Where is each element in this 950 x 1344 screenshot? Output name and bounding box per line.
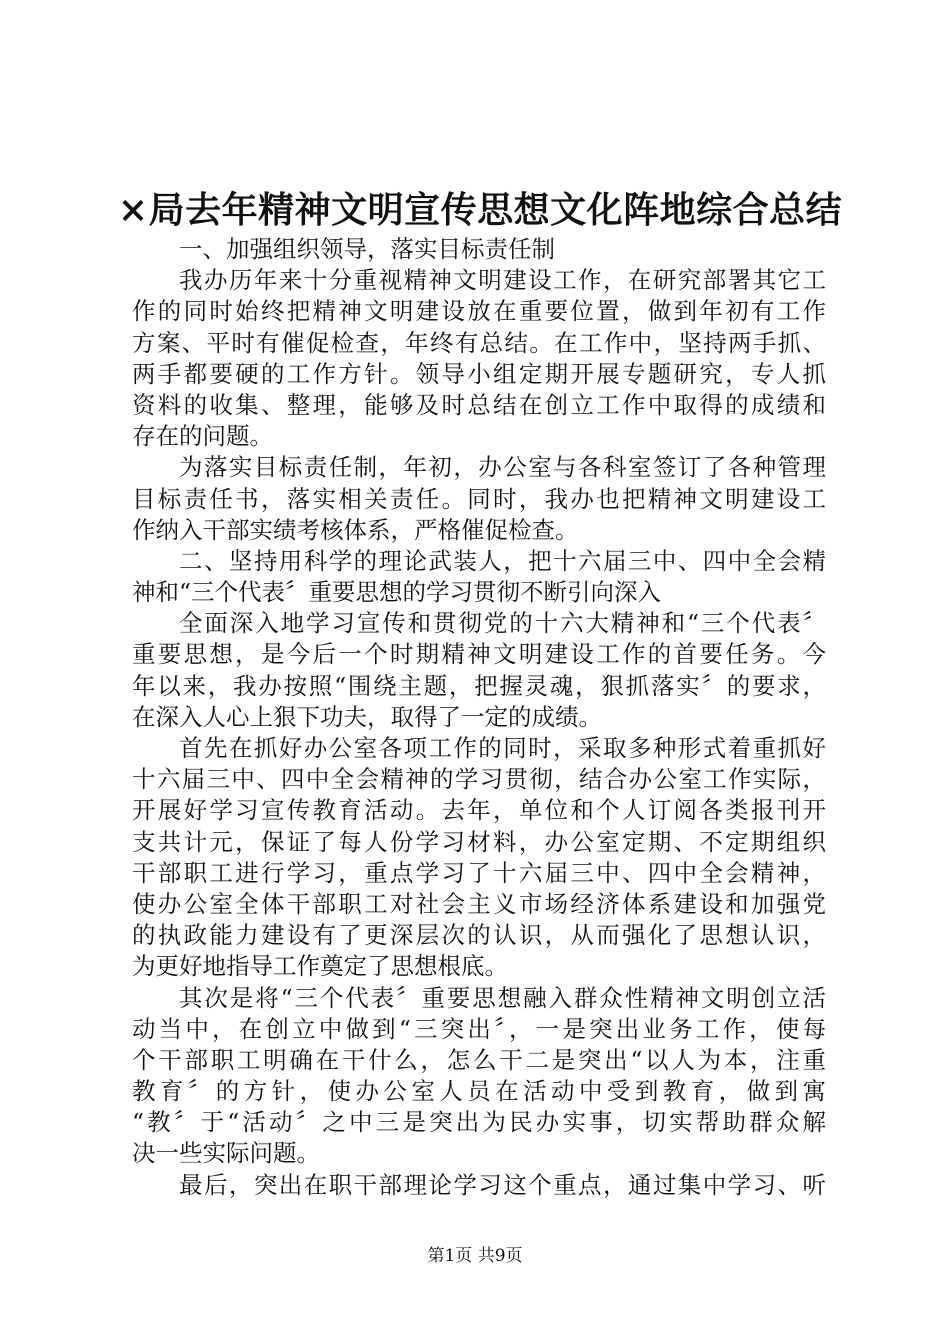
text-line: 作纳入干部实绩考核体系，严格催促检查。	[132, 515, 579, 544]
text-line: 教育〞的方针，使办公室人员在活动中受到教育，做到寓	[132, 1077, 826, 1106]
text-line: 开展好学习宣传教育活动。去年，单位和个人订阅各类报刊开	[132, 796, 826, 825]
text-line: “教〞于“活动〞之中三是突出为民办实事，切实帮助群众解	[132, 1108, 826, 1137]
document-body	[132, 234, 826, 1201]
text-line: 动当中，在创立中做到“三突出〞，一是突出业务工作，使每	[132, 1014, 826, 1043]
text-line: 的执政能力建设有了更深层次的认识，从而强化了思想认识，	[132, 921, 826, 950]
text-line: 资料的收集、整理，能够及时总结在创立工作中取得的成绩和	[132, 390, 826, 419]
text-line: 作的同时始终把精神文明建设放在重要位置，做到年初有工作	[132, 297, 826, 326]
text-line: 年以来，我办按照“围绕主题，把握灵魂，狠抓落实〞的要求，	[132, 671, 826, 700]
text-line: 方案、平时有催促检查，年终有总结。在工作中，坚持两手抓、	[132, 328, 826, 357]
text-line: 首先在抓好办公室各项工作的同时，采取多种形式着重抓好	[179, 734, 826, 762]
text-line: 二、坚持用科学的理论武装人，把十六届三中、四中全会精	[179, 546, 826, 575]
text-line: 决一些实际问题。	[132, 1139, 320, 1168]
text-line: 我办历年来十分重视精神文明建设工作，在研究部署其它工	[179, 266, 826, 295]
text-line: 干部职工进行学习，重点学习了十六届三中、四中全会精神，	[132, 858, 826, 887]
page-footer: 第1页 共9页	[427, 1246, 523, 1266]
text-line: 为落实目标责任制，年初，办公室与各科室签订了各种管理	[179, 453, 826, 482]
text-line: 重要思想，是今后一个时期精神文明建设工作的首要任务。今	[132, 640, 826, 669]
text-line: 一、加强组织领导，落实目标责任制	[179, 235, 555, 263]
text-line: 为更好地指导工作奠定了思想根底。	[132, 952, 508, 981]
text-line: 支共计元，保证了每人份学习材料，办公室定期、不定期组织	[132, 827, 826, 856]
text-line: 目标责任书，落实相关责任。同时，我办也把精神文明建设工	[132, 484, 826, 513]
text-line: 十六届三中、四中全会精神的学习贯彻，结合办公室工作实际，	[132, 765, 826, 794]
text-line: 使办公室全体干部职工对社会主义市场经济体系建设和加强党	[132, 889, 826, 918]
text-line: 其次是将“三个代表〞重要思想融入群众性精神文明创立活	[179, 983, 826, 1012]
text-line: 最后，突出在职干部理论学习这个重点，通过集中学习、听	[179, 1170, 826, 1199]
document-title: ×局去年精神文明宣传思想文化阵地综合总结	[117, 189, 843, 231]
text-line: 存在的问题。	[132, 422, 273, 451]
text-line: 全面深入地学习宣传和贯彻党的十六大精神和“三个代表〞	[179, 609, 826, 638]
text-line: 个干部职工明确在干什么，怎么干二是突出“以人为本，注重	[132, 1045, 826, 1074]
text-line: 在深入人心上狠下功夫，取得了一定的成绩。	[132, 702, 602, 731]
text-line: 两手都要硬的工作方针。领导小组定期开展专题研究，专人抓	[132, 359, 826, 388]
text-line: 神和“三个代表〞重要思想的学习贯彻不断引向深入	[132, 578, 662, 607]
